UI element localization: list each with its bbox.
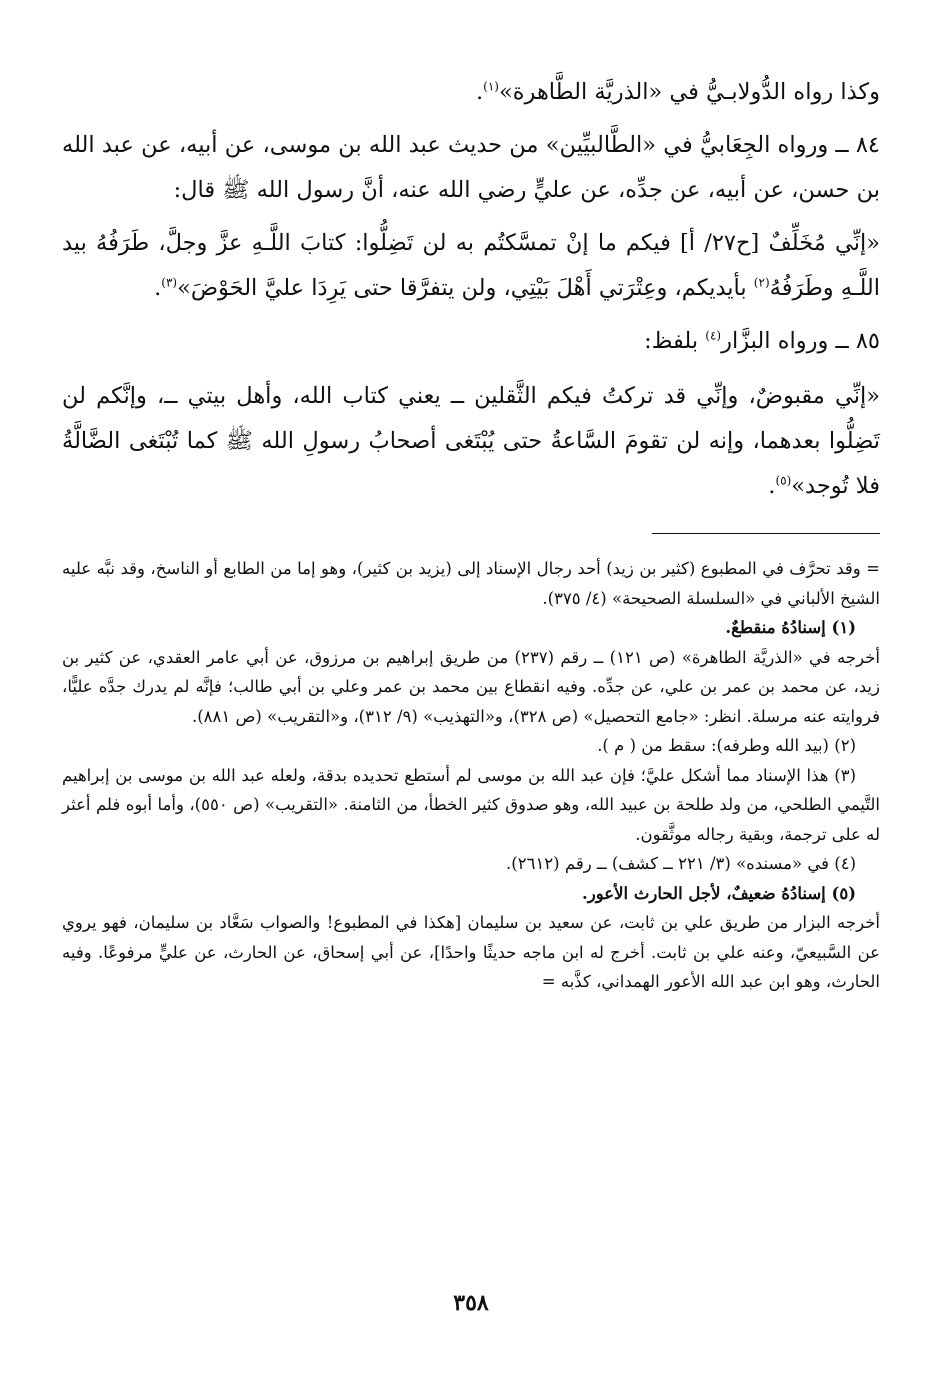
footnote-continuation: = وقد تحرَّف في المطبوع (كثير بن زيد) أحد رجال الإسناد إلى (يزيد بن كثير)، وهو إما من الطابع أو الناسخ، وقد نبَّه عليه الشيخ الألباني في «السلسلة الصحيحة» (٤/ ٣٧٥). xyxy=(62,559,880,608)
intro-end: . xyxy=(475,79,484,105)
intro-text: وكذا رواه الدُّولابـيُّ في «الذريَّة الطَّاهرة» xyxy=(498,79,880,105)
footnote-1-title xyxy=(62,613,880,643)
quote-85-text: «إنِّي مقبوضٌ، وإنِّي قد تركتُ فيكم الثَّقلين ــ يعني كتاب الله، وأهل بيتي ــ، وإنَّكم لن تَضِلُّوا بعدهما، وإنه لن تقومَ السَّاعةُ حتى يُبْتَغى أصحابُ رسولِ الله ﷺ كما تُبْتَغى الضَّالَّةُ فلا تُوجد» xyxy=(62,383,880,499)
footnote-5-title xyxy=(62,879,880,909)
quote-85-end: . xyxy=(768,473,776,499)
footnote-2: (٢) (بيد الله وطرفه): سقط من ( م ). xyxy=(597,736,856,755)
item-85-text-b: بلفظ: xyxy=(644,328,706,354)
footnote-3: (٣) هذا الإسناد مما أشكل عليَّ؛ فإن عبد الله بن موسى لم أستطع تحديده بدقة، ولعله عبد الله بن موسى بن إبراهيم التَّيمي الطلحي، من ولد طلحة بن عبيد الله، وهو صدوق كثير الخطأ، من الثامنة. «التقريب» (ص ٥٥٠)، وأما أبوه فلم أعثر له على ترجمة، وبقية رجاله موثَّقون. xyxy=(62,765,880,844)
footnote-ref-3[interactable]: (٣) xyxy=(161,275,178,290)
main-paragraph-intro xyxy=(62,70,880,115)
footnote-ref-5[interactable]: (٥) xyxy=(775,473,792,488)
footnote-4: (٤) في «مسنده» (٣/ ٢٢١ ــ كشف) ــ رقم (٢٦١٢). xyxy=(506,854,856,873)
footnote-1-body: أخرجه في «الذريَّة الطاهرة» (ص ١٢١) ــ رقم (٢٣٧) من طريق إبراهيم بن مرزوق، عن أبي عامر العقدي، عن كثير بن زيد، عن محمد بن عمر بن علي، عن جدِّه. وفيه انقطاع بين محمد بن عمر وعلي بن أبي طالب؛ فإنَّه لم يدرك جدَّه عليًّا، فروايته عنه مرسلة. انظر: «جامع التحصيل» (ص ٣٢٨)، و«التهذيب» (٩/ ٣١٢)، و«التقريب» (ص ٨٨١). xyxy=(62,647,880,726)
footnote-1-heading: (١) إسنادُهُ منقطعٌ. xyxy=(725,618,856,637)
hadith-quote-84 xyxy=(62,221,880,311)
main-paragraph-85 xyxy=(62,319,880,364)
hadith-part-a: «إنِّي مُخَلِّفٌ [ح٢٧/ أ] فيكم ما إنْ تمسَّكتُم به لن تَضِلُّوا: كتابَ اللَّـهِ عزَّ وجلَّ، طَرَفُهُ بيد اللَّـهِ وطَرَفُهُ xyxy=(62,230,880,301)
footnote-5-heading: (٥) إسنادُهُ ضعيفٌ، لأجل الحارث الأعور. xyxy=(582,883,856,903)
item-85-text-a: ٨٥ ــ ورواه البزَّار xyxy=(721,328,880,354)
footnote-ref-2[interactable]: (٢) xyxy=(753,275,770,290)
item-84-text: ٨٤ ــ ورواه الجِعَابيُّ في «الطَّالبيِّين» من حديث عبد الله بن موسى، عن أبيه، عن عبد الله بن حسن، عن أبيه، عن جدِّه، عن عليٍّ رضي الله عنه، أنَّ رسول الله ﷺ قال: xyxy=(62,132,880,203)
hadith-end: . xyxy=(154,275,162,301)
page-content xyxy=(62,70,880,997)
main-paragraph-84 xyxy=(62,123,880,213)
footnote-ref-1[interactable]: (١) xyxy=(483,79,499,94)
main-text xyxy=(62,70,880,509)
page-number: ٣٥٨ xyxy=(453,1290,489,1316)
footnote-separator xyxy=(652,533,880,534)
footnotes xyxy=(62,554,880,997)
hadith-quote-85 xyxy=(62,374,880,509)
footnote-5-body: أخرجه البزار من طريق علي بن ثابت، عن سعيد بن سليمان [هكذا في المطبوع! والصواب سَعَّاد بن سليمان، فهو يروي عن السَّبيعيّ، وعنه علي بن ثابت. أخرج له ابن ماجه حديثًا واحدًا]، عن أبي إسحاق، عن الحارث، عن عليٍّ مرفوعًا. وفيه الحارث، وهو ابن عبد الله الأعور الهمداني، كذَّبه = xyxy=(62,913,880,991)
footnote-ref-4[interactable]: (٤) xyxy=(705,328,722,343)
hadith-part-b: بأيديكم، وعِتْرَتي أَهْلَ بَيْتِي، ولن يتفرَّقا حتى يَرِدَا عليَّ الحَوْضَ» xyxy=(177,275,754,301)
